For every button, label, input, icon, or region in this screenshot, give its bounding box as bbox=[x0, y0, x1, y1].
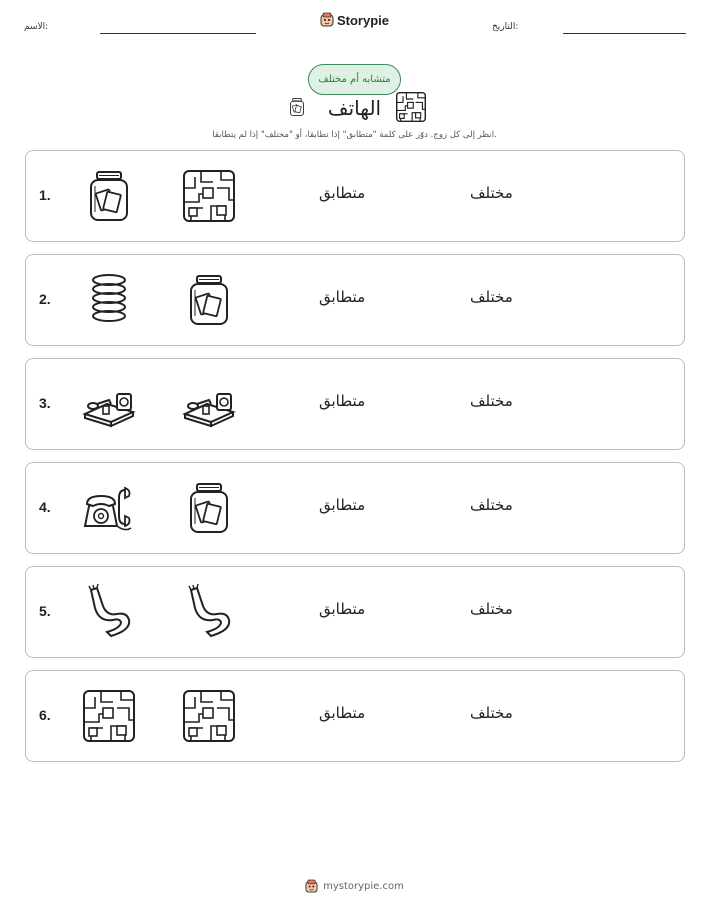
worksheet-title: الهاتف bbox=[327, 96, 382, 120]
row-number: 4. bbox=[39, 499, 51, 515]
circuit-board-icon bbox=[395, 91, 427, 127]
jar-icon bbox=[181, 480, 237, 536]
same-option[interactable]: متطابق bbox=[319, 600, 366, 618]
storypie-logo bbox=[0, 12, 709, 28]
row-number: 3. bbox=[39, 395, 51, 411]
question-row-4 bbox=[25, 462, 685, 554]
circuit-board-icon bbox=[181, 688, 237, 744]
storypie-mascot-icon bbox=[320, 12, 334, 28]
rotary-phone-icon bbox=[81, 480, 137, 536]
different-option[interactable]: مختلف bbox=[470, 392, 513, 410]
different-option[interactable]: مختلف bbox=[470, 704, 513, 722]
name-field-line[interactable] bbox=[100, 33, 256, 34]
different-option[interactable]: مختلف bbox=[470, 600, 513, 618]
brand-name: Storypie bbox=[336, 12, 389, 28]
different-option[interactable]: مختلف bbox=[470, 184, 513, 202]
question-row-1 bbox=[25, 150, 685, 242]
name-label: الاسم: bbox=[24, 22, 49, 32]
row-number: 6. bbox=[39, 707, 51, 723]
worksheet-badge: متشابه أم مختلف bbox=[308, 64, 401, 95]
spring-icon bbox=[81, 272, 137, 328]
jar-icon bbox=[81, 168, 137, 224]
cable-icon bbox=[181, 584, 237, 640]
different-option[interactable]: مختلف bbox=[470, 496, 513, 514]
same-option[interactable]: متطابق bbox=[319, 288, 366, 306]
row-number: 5. bbox=[39, 603, 51, 619]
footer-url[interactable]: mystorypie.com bbox=[323, 881, 404, 892]
cable-icon bbox=[81, 584, 137, 640]
question-row-5 bbox=[25, 566, 685, 658]
question-row-6 bbox=[25, 670, 685, 762]
instruction-text: انظر إلى كل زوج. دوّر على كلمة "متطابق" إذا تطابقا، أو "مختلف" إذا لم يتطابقا. bbox=[212, 130, 497, 140]
telegraph-key-icon bbox=[181, 376, 237, 432]
date-field-line[interactable] bbox=[563, 33, 686, 34]
storypie-mascot-icon bbox=[305, 879, 318, 894]
circuit-board-icon bbox=[181, 168, 237, 224]
question-row-2 bbox=[25, 254, 685, 346]
same-option[interactable]: متطابق bbox=[319, 704, 366, 722]
row-number: 2. bbox=[39, 291, 51, 307]
circuit-board-icon bbox=[81, 688, 137, 744]
footer bbox=[0, 879, 709, 894]
different-option[interactable]: مختلف bbox=[470, 288, 513, 306]
question-row-3 bbox=[25, 358, 685, 450]
date-label: التاريخ: bbox=[492, 22, 519, 32]
jar-icon bbox=[181, 272, 237, 328]
same-option[interactable]: متطابق bbox=[319, 392, 366, 410]
same-option[interactable]: متطابق bbox=[319, 184, 366, 202]
row-number: 1. bbox=[39, 187, 51, 203]
same-option[interactable]: متطابق bbox=[319, 496, 366, 514]
telegraph-key-icon bbox=[81, 376, 137, 432]
